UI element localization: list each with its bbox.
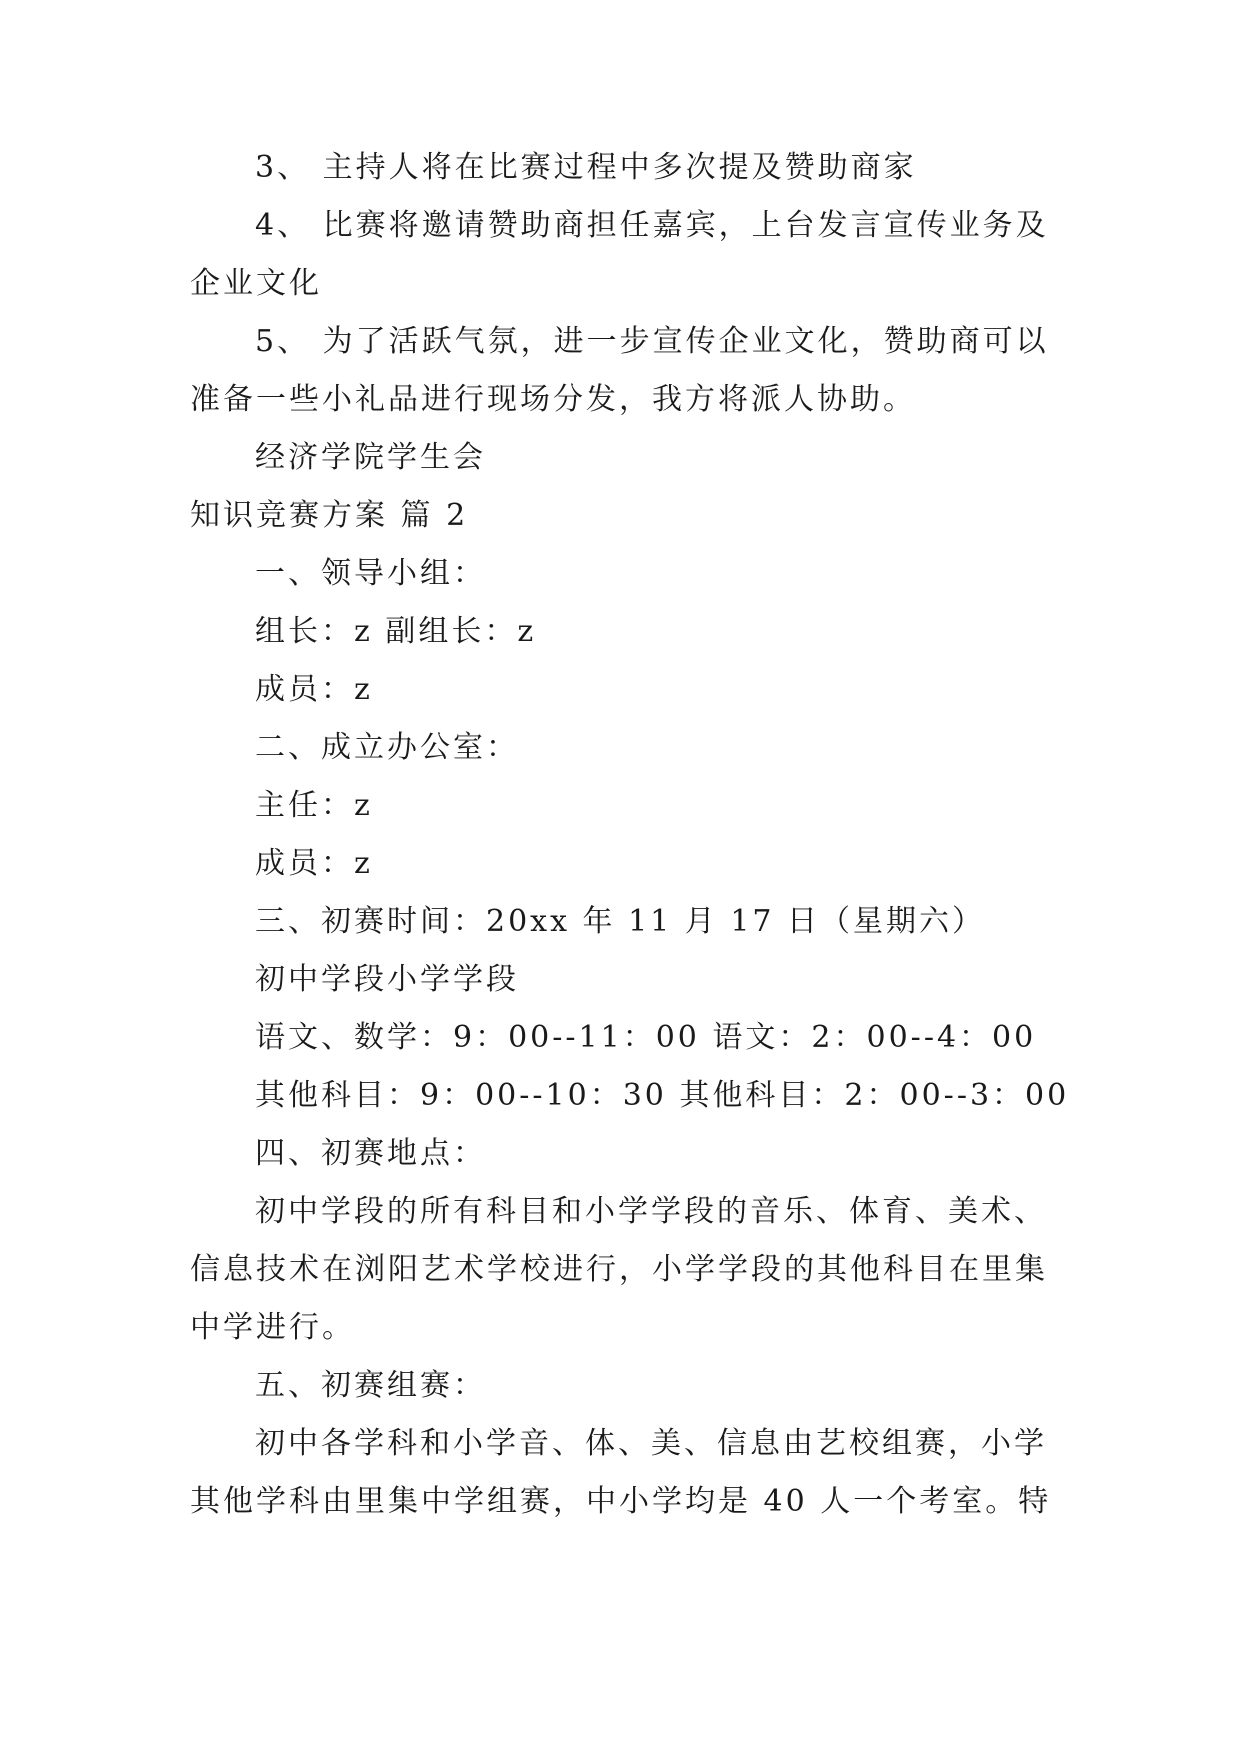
paragraph-line: 主任：z [255,788,373,823]
section-title: 知识竞赛方案 篇 2 [190,498,469,533]
heading-line: 二、成立办公室： [255,730,519,765]
paragraph-line: 5、 为了活跃气氛，进一步宣传企业文化，赞助商可以 [255,324,1049,359]
paragraph-line: 成员：z [255,672,373,707]
paragraph-line: 初中各学科和小学音、体、美、信息由艺校组赛，小学 [255,1426,1047,1461]
paragraph-line: 信息技术在浏阳艺术学校进行，小学学段的其他科目在里集 [190,1252,1048,1287]
heading-line: 五、初赛组赛： [255,1368,486,1403]
paragraph-line: 语文、数学：9：00--11：00 语文：2：00--4：00 [255,1020,1037,1055]
paragraph-line: 3、 主持人将在比赛过程中多次提及赞助商家 [255,150,917,185]
paragraph-line: 组长：z 副组长：z [255,614,537,649]
paragraph-line: 初中学段小学学段 [255,962,519,997]
signature-line: 经济学院学生会 [255,440,486,475]
paragraph-line: 其他学科由里集中学组赛，中小学均是 40 人一个考室。特 [190,1484,1052,1519]
paragraph-line: 成员：z [255,846,373,881]
heading-line: 一、领导小组： [255,556,486,591]
paragraph-line: 中学进行。 [190,1310,355,1345]
heading-line: 四、初赛地点： [255,1136,486,1171]
heading-line: 三、初赛时间：20xx 年 11 月 17 日（星期六） [255,904,986,939]
paragraph-line: 其他科目：9：00--10：30 其他科目：2：00--3：00 [255,1078,1070,1113]
paragraph-line: 初中学段的所有科目和小学学段的音乐、体育、美术、 [255,1194,1047,1229]
paragraph-line: 准备一些小礼品进行现场分发，我方将派人协助。 [190,382,916,417]
paragraph-line: 4、 比赛将邀请赞助商担任嘉宾，上台发言宣传业务及 [255,208,1049,243]
paragraph-line: 企业文化 [190,266,322,301]
